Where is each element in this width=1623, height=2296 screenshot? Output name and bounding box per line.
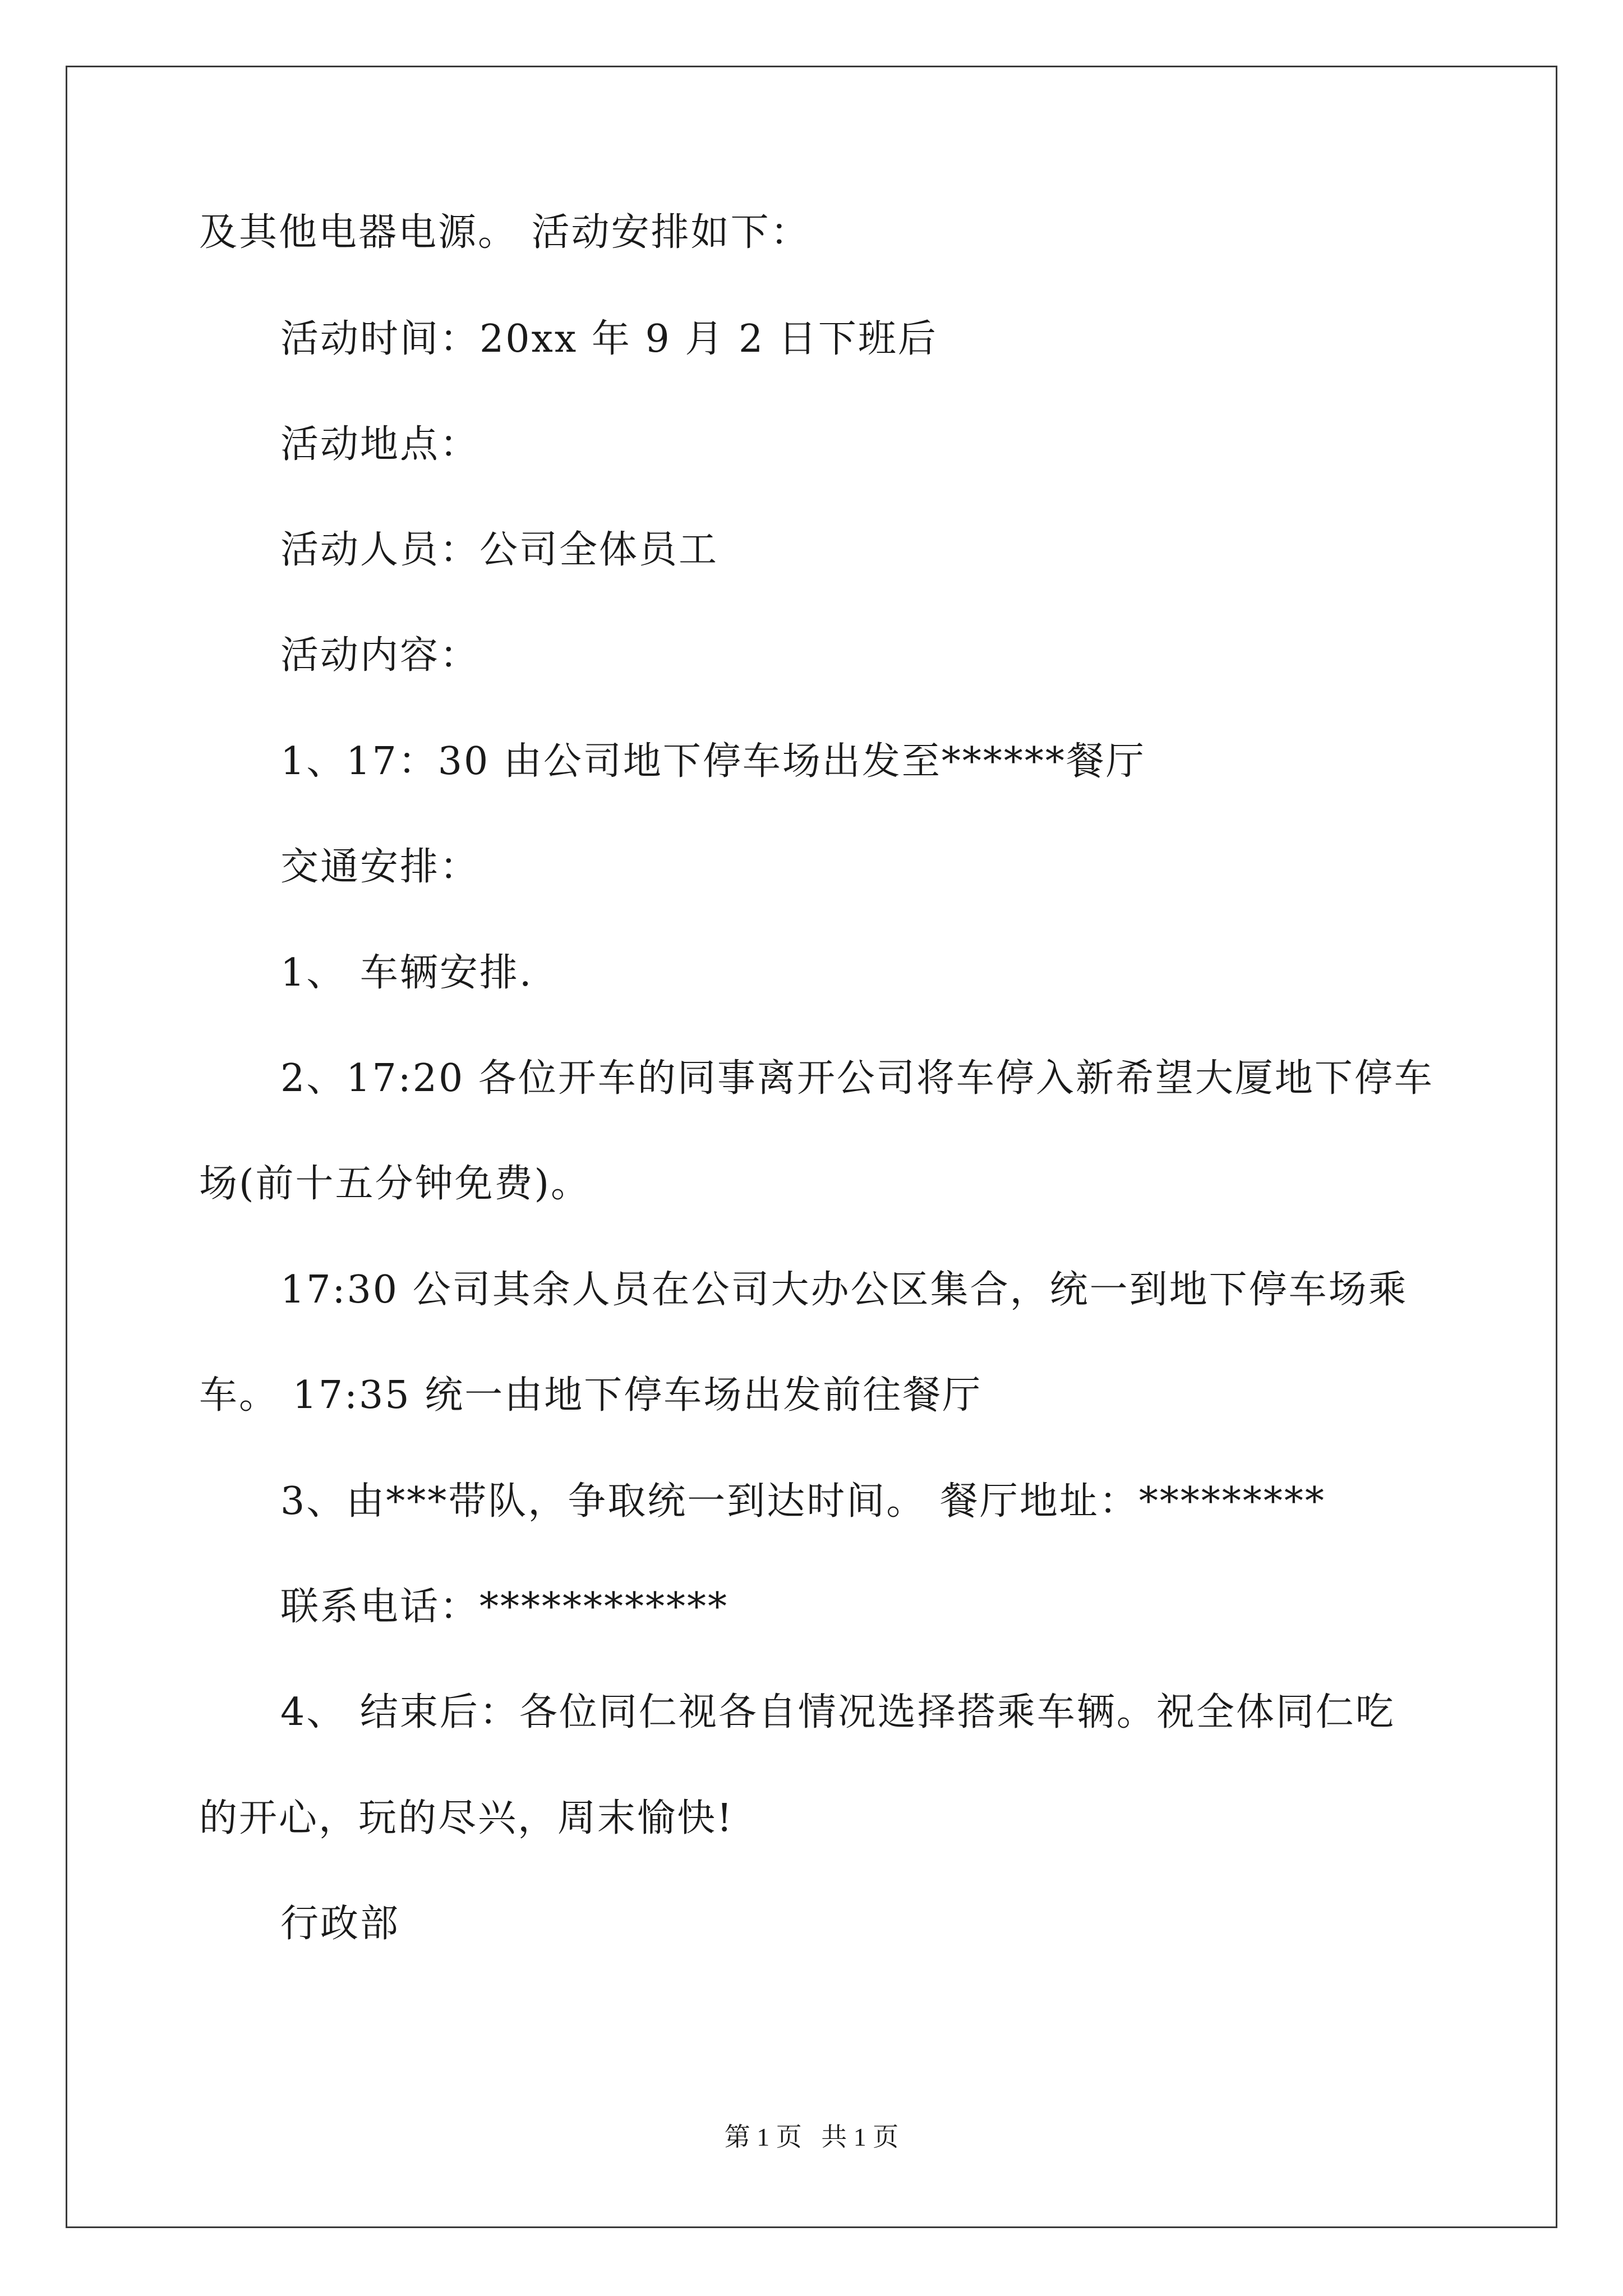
page-footer (0, 2122, 1623, 2153)
activity-participants-line: 活动人员：公司全体员工 (280, 528, 719, 572)
signature-department-line: 行政部 (280, 1902, 400, 1946)
departure-line: 1、17：30 由公司地下停车场出发至******餐厅 (280, 739, 1146, 784)
drivers-instruction-cont-line: 场(前十五分钟免费)。 (199, 1162, 591, 1206)
body-line-1: 及其他电器电源。 活动安排如下： (199, 210, 810, 255)
others-assemble-line: 17:30 公司其余人员在公司大办公区集合，统一到地下停车场乘 (280, 1268, 1408, 1312)
contact-phone-line: 联系电话：************ (280, 1585, 729, 1629)
activity-location-line: 活动地点： (280, 422, 480, 467)
activity-content-line: 活动内容： (280, 633, 480, 678)
leader-address-line: 3、由***带队，争取统一到达时间。 餐厅地址：********* (280, 1479, 1326, 1524)
transport-heading-line: 交通安排： (280, 845, 480, 889)
activity-time-line: 活动时间：20xx 年 9 月 2 日下班后 (280, 317, 938, 361)
after-event-cont-line: 的开心，玩的尽兴，周末愉快! (199, 1796, 734, 1841)
page-number-label: 第 1 页 共 1 页 (724, 2123, 899, 2151)
after-event-line: 4、 结束后：各位同仁视各自情况选择搭乘车辆。祝全体同仁吃 (280, 1690, 1395, 1734)
drivers-instruction-line: 2、17:20 各位开车的同事离开公司将车停入新希望大厦地下停车 (280, 1056, 1434, 1101)
others-assemble-cont-line: 车。 17:35 统一由地下停车场出发前往餐厅 (199, 1373, 983, 1418)
vehicle-arrangement-line: 1、 车辆安排. (280, 951, 533, 995)
